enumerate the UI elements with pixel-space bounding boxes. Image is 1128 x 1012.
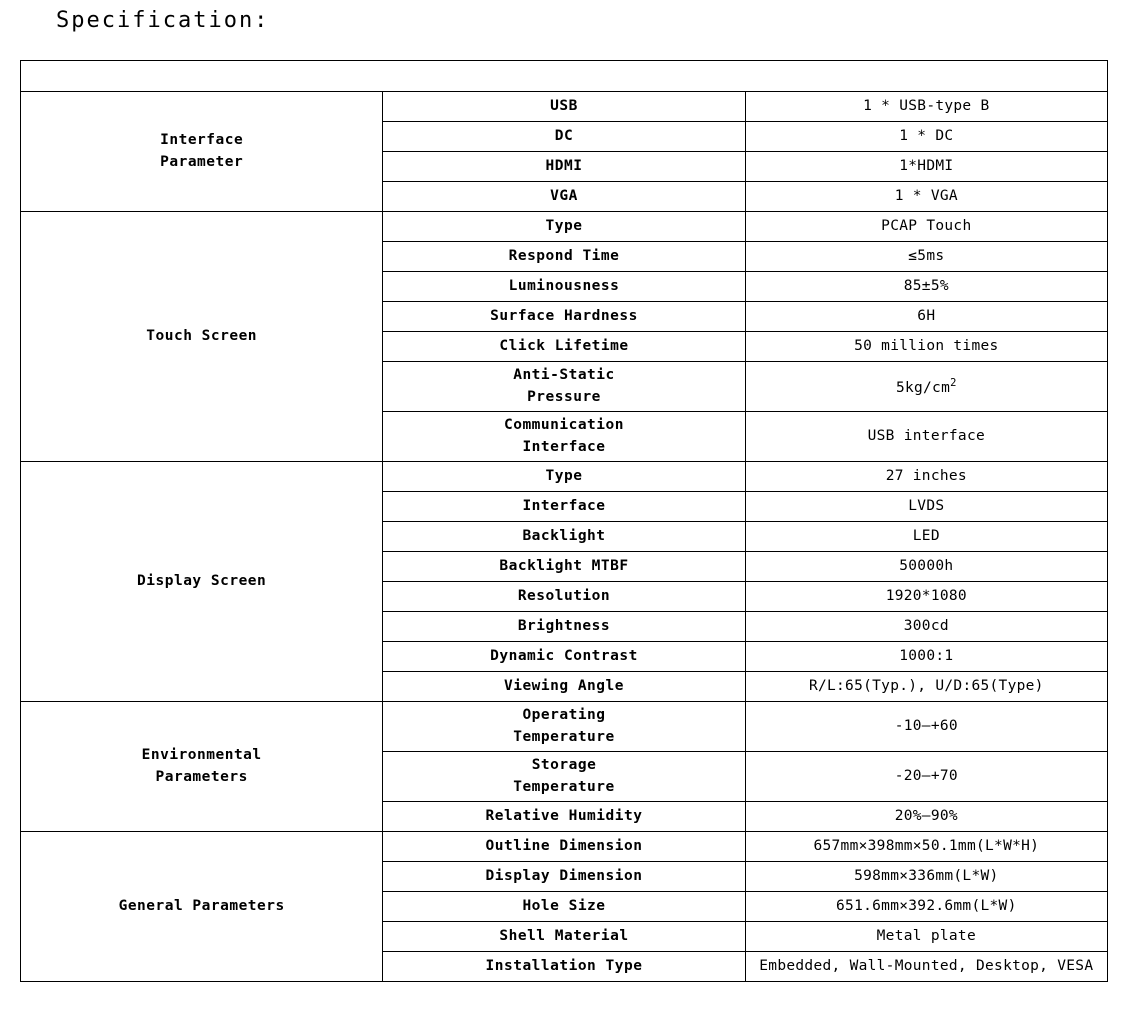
group-label-line: Interface [160, 132, 244, 149]
group-label-line: Environmental [141, 747, 262, 764]
param-label: Interface [383, 492, 745, 522]
group-label-display-screen: Display Screen [21, 462, 383, 702]
param-label-line: Anti-Static [513, 367, 615, 384]
value-base: 5kg/cm [895, 379, 951, 396]
param-label-line: Operating [522, 707, 606, 724]
param-value: 1*HDMI [745, 152, 1107, 182]
param-label: Backlight [383, 522, 745, 552]
param-label: Shell Material [383, 922, 745, 952]
param-label: Relative Humidity [383, 802, 745, 832]
param-label: Hole Size [383, 892, 745, 922]
param-value: LED [745, 522, 1107, 552]
param-label-operating-temperature [383, 702, 745, 752]
param-value: Metal plate [745, 922, 1107, 952]
group-label-interface-parameter [21, 92, 383, 212]
table-row [21, 92, 1108, 122]
param-label-line: Storage [531, 757, 597, 774]
param-value: LVDS [745, 492, 1107, 522]
value-superscript: 2 [950, 376, 957, 389]
param-value: 50 million times [745, 332, 1107, 362]
param-label: Respond Time [383, 242, 745, 272]
param-label: Brightness [383, 612, 745, 642]
param-label-line: Interface [522, 438, 606, 455]
param-label: Backlight MTBF [383, 552, 745, 582]
param-value: 6H [745, 302, 1107, 332]
param-value: ≤5ms [745, 242, 1107, 272]
param-value: R/L:65(Typ.), U/D:65(Type) [745, 672, 1107, 702]
param-value: PCAP Touch [745, 212, 1107, 242]
table-row [21, 462, 1108, 492]
param-label: Installation Type [383, 952, 745, 982]
param-label: USB [383, 92, 745, 122]
specification-table [20, 60, 1108, 982]
group-label-general-parameters: General Parameters [21, 832, 383, 982]
param-value: -20—+70 [745, 752, 1107, 802]
table-row [21, 212, 1108, 242]
group-label-line: Parameter [160, 153, 244, 170]
param-label: Surface Hardness [383, 302, 745, 332]
param-label: Click Lifetime [383, 332, 745, 362]
param-value: 1920*1080 [745, 582, 1107, 612]
table-row [21, 832, 1108, 862]
param-value: 1 * USB-type B [745, 92, 1107, 122]
param-value-anti-static-pressure [745, 362, 1107, 412]
param-label: DC [383, 122, 745, 152]
param-label: Dynamic Contrast [383, 642, 745, 672]
param-value: 20%—90% [745, 802, 1107, 832]
param-value: 657mm×398mm×50.1mm(L*W*H) [745, 832, 1107, 862]
param-label-anti-static-pressure [383, 362, 745, 412]
param-label: Luminousness [383, 272, 745, 302]
param-value: 1 * VGA [745, 182, 1107, 212]
param-label: Type [383, 462, 745, 492]
param-label: Outline Dimension [383, 832, 745, 862]
param-label-line: Temperature [513, 728, 615, 745]
param-label-line: Pressure [527, 388, 601, 405]
group-label-line: Parameters [155, 768, 248, 785]
param-label: VGA [383, 182, 745, 212]
table-row [21, 702, 1108, 752]
group-label-environmental-parameters [21, 702, 383, 832]
param-value: 1000:1 [745, 642, 1107, 672]
param-label: HDMI [383, 152, 745, 182]
param-label-line: Temperature [513, 778, 615, 795]
param-value: 598mm×336mm(L*W) [745, 862, 1107, 892]
param-value: 651.6mm×392.6mm(L*W) [745, 892, 1107, 922]
param-value: 50000h [745, 552, 1107, 582]
param-value: 85±5% [745, 272, 1107, 302]
param-value: 300cd [745, 612, 1107, 642]
blank-cell [21, 61, 1108, 92]
param-label: Type [383, 212, 745, 242]
param-value: USB interface [745, 412, 1107, 462]
param-label: Display Dimension [383, 862, 745, 892]
param-label-communication-interface [383, 412, 745, 462]
param-label-line: Communication [503, 417, 624, 434]
param-value: Embedded, Wall-Mounted, Desktop, VESA [745, 952, 1107, 982]
param-label: Resolution [383, 582, 745, 612]
param-value: 1 * DC [745, 122, 1107, 152]
table-blank-row [21, 61, 1108, 92]
param-value: 27 inches [745, 462, 1107, 492]
page-title: Specification: [56, 8, 270, 33]
param-value: -10—+60 [745, 702, 1107, 752]
param-label-storage-temperature [383, 752, 745, 802]
group-label-touch-screen: Touch Screen [21, 212, 383, 462]
param-label: Viewing Angle [383, 672, 745, 702]
